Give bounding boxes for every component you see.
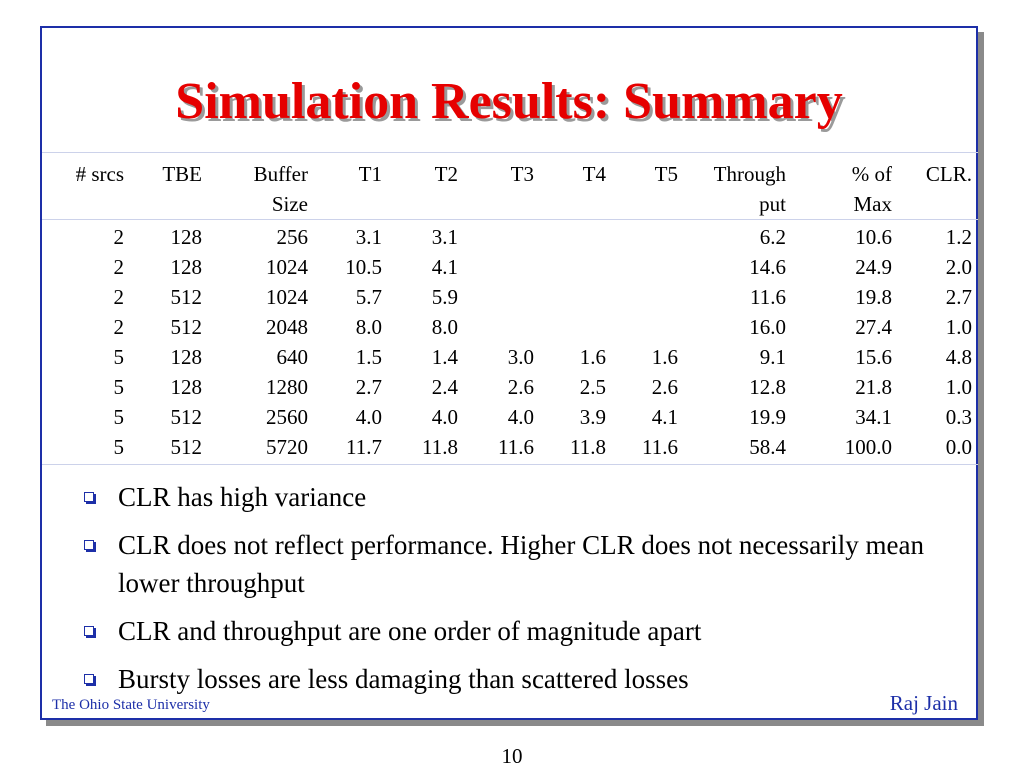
table-cell: 4.0 bbox=[431, 405, 458, 429]
square-bullet-icon bbox=[84, 492, 94, 502]
column-header-line: Max bbox=[853, 192, 892, 216]
table-cell: 2.4 bbox=[431, 375, 458, 399]
table-row bbox=[42, 342, 978, 372]
table-cell: 2.7 bbox=[355, 375, 382, 399]
table-cell: 27.4 bbox=[855, 315, 892, 339]
bullet-item bbox=[84, 478, 944, 516]
table-cell: 100.0 bbox=[792, 432, 898, 465]
table-cell: 1.0 bbox=[945, 315, 972, 339]
bullet-text: CLR does not reflect performance. Higher CLR does not necessarily mean lower throughput bbox=[118, 530, 924, 598]
table-cell: 1024 bbox=[266, 255, 308, 279]
table-cell bbox=[612, 220, 684, 253]
bullet-item bbox=[84, 526, 944, 602]
bullet-item bbox=[84, 612, 944, 650]
table-cell: 512 bbox=[130, 432, 208, 465]
column-header: T5 bbox=[612, 153, 684, 220]
column-header: T3 bbox=[464, 153, 540, 220]
table-cell: 58.4 bbox=[684, 432, 792, 465]
table-cell bbox=[540, 220, 612, 253]
table-cell: 256 bbox=[276, 225, 308, 249]
table-cell bbox=[540, 252, 612, 282]
table-cell: 512 bbox=[170, 315, 202, 339]
table-cell: 15.6 bbox=[855, 345, 892, 369]
table-cell: 4.0 bbox=[507, 405, 534, 429]
column-header: T2 bbox=[388, 153, 464, 220]
column-header: # srcs bbox=[42, 153, 130, 220]
table-cell: 3.1 bbox=[431, 225, 458, 249]
table-cell: 4.8 bbox=[945, 345, 972, 369]
table-cell: 6.2 bbox=[759, 225, 786, 249]
table-cell: 34.1 bbox=[855, 405, 892, 429]
footer-author: Raj Jain bbox=[889, 691, 958, 715]
table-cell bbox=[540, 312, 612, 342]
table-row bbox=[42, 220, 978, 253]
table-cell: 19.8 bbox=[855, 285, 892, 309]
table-cell: 3.1 bbox=[355, 225, 382, 249]
table-cell: 1.6 bbox=[579, 345, 606, 369]
table-cell: 2.6 bbox=[651, 375, 678, 399]
table-row bbox=[42, 372, 978, 402]
table-cell: 2.5 bbox=[579, 375, 606, 399]
table-cell: 2 bbox=[113, 315, 124, 339]
table-cell: 4.1 bbox=[431, 255, 458, 279]
column-header bbox=[208, 153, 314, 220]
table-header-row bbox=[42, 153, 978, 220]
table-cell: 10.5 bbox=[345, 255, 382, 279]
column-header-line: put bbox=[759, 192, 786, 216]
table-cell: 128 bbox=[170, 255, 202, 279]
table-cell: 5.7 bbox=[355, 285, 382, 309]
table-cell: 16.0 bbox=[749, 315, 786, 339]
table-cell: 5 bbox=[113, 345, 124, 369]
table-body bbox=[42, 220, 978, 465]
table-cell: 14.6 bbox=[749, 255, 786, 279]
column-header-line: % of bbox=[851, 162, 892, 186]
column-header: CLR. bbox=[898, 153, 978, 220]
bullet-list bbox=[84, 478, 944, 708]
slide-title: Simulation Results: Summary bbox=[175, 73, 843, 130]
column-header bbox=[792, 153, 898, 220]
table-cell: 512 bbox=[170, 405, 202, 429]
table-row bbox=[42, 252, 978, 282]
page-number: 10 bbox=[501, 744, 523, 768]
table-cell: 1280 bbox=[266, 375, 308, 399]
table-cell: 11.8 bbox=[388, 432, 464, 465]
table-cell: 5720 bbox=[208, 432, 314, 465]
table-cell: 3.9 bbox=[579, 405, 606, 429]
table-cell: 640 bbox=[276, 345, 308, 369]
table-cell: 9.1 bbox=[759, 345, 786, 369]
table-cell: 21.8 bbox=[855, 375, 892, 399]
table-cell: 128 bbox=[170, 225, 202, 249]
table-cell: 128 bbox=[170, 345, 202, 369]
bullet-text: Bursty losses are less damaging than scattered losses bbox=[118, 664, 689, 694]
table-cell: 0.3 bbox=[945, 405, 972, 429]
table-cell bbox=[612, 282, 684, 312]
bullet-text: CLR and throughput are one order of magnitude apart bbox=[118, 616, 702, 646]
table-cell: 8.0 bbox=[355, 315, 382, 339]
column-header: TBE bbox=[130, 153, 208, 220]
table-cell: 2 bbox=[113, 255, 124, 279]
column-header: T4 bbox=[540, 153, 612, 220]
table-cell: 19.9 bbox=[749, 405, 786, 429]
table-cell: 5 bbox=[113, 405, 124, 429]
table-cell: 12.8 bbox=[749, 375, 786, 399]
square-bullet-icon bbox=[84, 674, 94, 684]
table-cell: 4.0 bbox=[355, 405, 382, 429]
table-cell: 2.7 bbox=[945, 285, 972, 309]
table-cell: 11.6 bbox=[464, 432, 540, 465]
table-cell: 10.6 bbox=[855, 225, 892, 249]
slide bbox=[40, 26, 978, 720]
table-cell: 3.0 bbox=[507, 345, 534, 369]
table-cell: 11.6 bbox=[750, 285, 786, 309]
table-cell: 11.6 bbox=[612, 432, 684, 465]
column-header-line: Buffer bbox=[253, 162, 308, 186]
table-row bbox=[42, 312, 978, 342]
table-cell: 2.6 bbox=[507, 375, 534, 399]
table-cell: 8.0 bbox=[431, 315, 458, 339]
table-row bbox=[42, 432, 978, 465]
table-cell bbox=[612, 252, 684, 282]
square-bullet-icon bbox=[84, 626, 94, 636]
table-cell: 128 bbox=[170, 375, 202, 399]
table-cell: 5 bbox=[42, 432, 130, 465]
table-row bbox=[42, 402, 978, 432]
table-cell: 4.1 bbox=[651, 405, 678, 429]
column-header: T1 bbox=[314, 153, 388, 220]
table-cell: 5.9 bbox=[431, 285, 458, 309]
table-cell: 24.9 bbox=[855, 255, 892, 279]
table-cell: 2560 bbox=[266, 405, 308, 429]
table-cell: 1024 bbox=[266, 285, 308, 309]
results-table bbox=[42, 152, 978, 465]
bullet-text: CLR has high variance bbox=[118, 482, 367, 512]
table-cell: 11.7 bbox=[314, 432, 388, 465]
table-cell bbox=[464, 252, 540, 282]
column-header-line: Size bbox=[271, 192, 308, 216]
table-cell: 11.8 bbox=[540, 432, 612, 465]
table-cell: 512 bbox=[170, 285, 202, 309]
table-cell bbox=[540, 282, 612, 312]
table-cell: 1.2 bbox=[945, 225, 972, 249]
column-header-line: Through bbox=[713, 162, 786, 186]
table-cell: 1.4 bbox=[431, 345, 458, 369]
table-cell: 2 bbox=[113, 285, 124, 309]
table-cell bbox=[464, 312, 540, 342]
column-header bbox=[684, 153, 792, 220]
square-bullet-icon bbox=[84, 540, 94, 550]
table-cell: 2048 bbox=[266, 315, 308, 339]
table-cell: 2.0 bbox=[945, 255, 972, 279]
table-cell bbox=[464, 282, 540, 312]
table-cell: 1.0 bbox=[945, 375, 972, 399]
table-row bbox=[42, 282, 978, 312]
table-cell: 1.5 bbox=[355, 345, 382, 369]
table-cell: 1.6 bbox=[651, 345, 678, 369]
table-cell: 0.0 bbox=[898, 432, 978, 465]
bullet-item bbox=[84, 660, 944, 698]
footer-institution: The Ohio State University bbox=[52, 697, 210, 713]
table-cell: 5 bbox=[113, 375, 124, 399]
table-cell: 2 bbox=[113, 225, 124, 249]
table-cell bbox=[612, 312, 684, 342]
table-cell bbox=[464, 220, 540, 253]
